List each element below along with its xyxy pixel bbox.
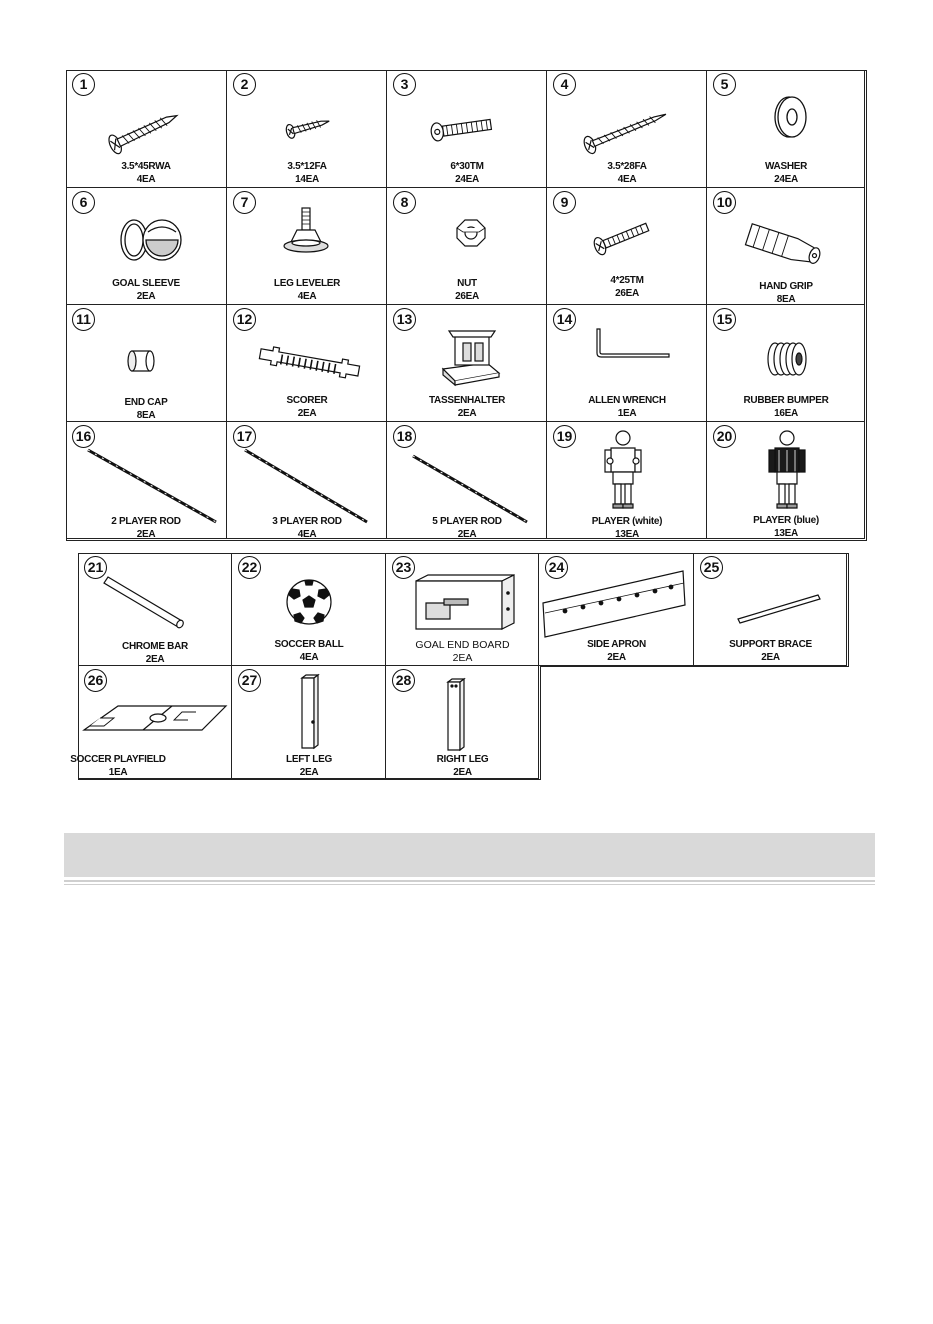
divider-rule <box>64 884 875 885</box>
part-name: SCORER <box>286 395 328 406</box>
part-number: 9 <box>553 191 576 214</box>
part-number: 23 <box>392 556 415 579</box>
part-cell-4 <box>547 70 707 188</box>
part-number: 17 <box>233 425 256 448</box>
part-name: 6*30TM <box>450 161 484 172</box>
part-cell-3 <box>387 70 547 188</box>
part-qty: 4EA <box>299 652 319 663</box>
part-name: 4*25TM <box>610 275 644 286</box>
part-name: HAND GRIP <box>759 281 813 292</box>
part-qty: 16EA <box>774 408 798 419</box>
part-cell-22 <box>232 553 386 666</box>
part-cell-27 <box>232 666 386 779</box>
part-cell-28 <box>386 666 539 779</box>
part-qty: 2EA <box>457 529 477 540</box>
part-name: 2 PLAYER ROD <box>111 516 181 527</box>
part-qty: 8EA <box>136 410 156 421</box>
part-number: 25 <box>700 556 723 579</box>
part-number: 8 <box>393 191 416 214</box>
part-name: SOCCER PLAYFIELD <box>70 754 166 765</box>
part-cell-25 <box>694 553 847 666</box>
part-number: 18 <box>393 425 416 448</box>
part-cell-24 <box>539 553 694 666</box>
part-qty: 26EA <box>455 291 479 302</box>
part-number: 19 <box>553 425 576 448</box>
part-number: 22 <box>238 556 261 579</box>
part-name: SUPPORT BRACE <box>729 639 812 650</box>
part-name: WASHER <box>764 161 808 172</box>
part-number: 24 <box>545 556 568 579</box>
part-cell-16 <box>66 422 227 539</box>
part-qty: 2EA <box>145 654 165 665</box>
part-cell-14 <box>547 305 707 422</box>
part-number: 13 <box>393 308 416 331</box>
part-name: GOAL END BOARD <box>415 639 510 651</box>
part-name: PLAYER (white) <box>591 516 663 527</box>
part-qty: 13EA <box>615 529 639 540</box>
part-cell-13 <box>387 305 547 422</box>
part-name: CHROME BAR <box>122 641 188 652</box>
part-qty: 2EA <box>457 408 477 419</box>
part-number: 16 <box>72 425 95 448</box>
part-name: PLAYER (blue) <box>753 515 819 526</box>
part-name: LEFT LEG <box>286 754 332 765</box>
part-number: 5 <box>713 73 736 96</box>
part-cell-10 <box>707 188 865 305</box>
part-qty: 4EA <box>297 291 317 302</box>
part-number: 14 <box>553 308 576 331</box>
part-qty: 2EA <box>299 767 319 778</box>
part-qty: 1EA <box>108 767 128 778</box>
part-number: 20 <box>713 425 736 448</box>
part-cell-9 <box>547 188 707 305</box>
section-header-bar <box>64 833 875 877</box>
part-cell-7 <box>227 188 387 305</box>
part-number: 12 <box>233 308 256 331</box>
part-name: RUBBER BUMPER <box>743 395 829 406</box>
part-cell-12 <box>227 305 387 422</box>
part-cell-6 <box>66 188 227 305</box>
part-qty: 2EA <box>453 767 472 778</box>
part-name: ALLEN WRENCH <box>588 395 666 406</box>
part-name: 3.5*28FA <box>607 161 647 172</box>
part-cell-2 <box>227 70 387 188</box>
part-cell-5 <box>707 70 865 188</box>
part-cell-18 <box>387 422 547 539</box>
part-number: 15 <box>713 308 736 331</box>
part-number: 10 <box>713 191 736 214</box>
part-name: SOCCER BALL <box>274 639 344 650</box>
part-cell-26 <box>70 666 232 779</box>
part-cell-19 <box>547 422 707 539</box>
part-cell-8 <box>387 188 547 305</box>
divider-rule <box>64 880 875 882</box>
part-name: TASSENHALTER <box>428 395 506 406</box>
part-name: SIDE APRON <box>587 639 646 650</box>
part-name: 3.5*45RWA <box>121 161 171 172</box>
part-cell-21 <box>78 553 232 666</box>
part-qty: 24EA <box>455 174 479 185</box>
part-qty: 2EA <box>297 408 317 419</box>
part-name: 5 PLAYER ROD <box>432 516 502 527</box>
part-qty: 1EA <box>617 408 637 419</box>
part-qty: 13EA <box>774 528 798 539</box>
part-name: LEG LEVELER <box>273 278 341 289</box>
part-name: NUT <box>457 278 477 289</box>
part-qty: 2EA <box>607 652 626 663</box>
part-number: 2 <box>233 73 256 96</box>
part-number: 1 <box>72 73 95 96</box>
part-cell-1 <box>66 70 227 188</box>
part-number: 7 <box>233 191 256 214</box>
part-name: GOAL SLEEVE <box>112 278 180 289</box>
part-cell-20 <box>707 422 865 539</box>
part-name: 3 PLAYER ROD <box>272 516 342 527</box>
part-qty: 2EA <box>136 529 156 540</box>
part-number: 21 <box>84 556 107 579</box>
part-qty: 2EA <box>761 652 780 663</box>
part-qty: 26EA <box>615 288 639 299</box>
part-cell-23 <box>386 553 539 666</box>
part-number: 3 <box>393 73 416 96</box>
part-cell-11 <box>66 305 227 422</box>
part-qty: 4EA <box>297 529 317 540</box>
part-number: 26 <box>84 669 107 692</box>
part-number: 6 <box>72 191 95 214</box>
part-number: 28 <box>392 669 415 692</box>
part-number: 11 <box>72 308 95 331</box>
part-qty: 14EA <box>295 174 319 185</box>
part-qty: 4EA <box>617 174 637 185</box>
part-cell-15 <box>707 305 865 422</box>
part-number: 4 <box>553 73 576 96</box>
part-qty: 2EA <box>452 652 473 664</box>
part-qty: 4EA <box>136 174 156 185</box>
part-name: END CAP <box>124 397 168 408</box>
part-qty: 2EA <box>136 291 156 302</box>
part-qty: 8EA <box>776 294 796 305</box>
part-number: 27 <box>238 669 261 692</box>
part-name: RIGHT LEG <box>436 754 489 765</box>
part-cell-17 <box>227 422 387 539</box>
part-name: 3.5*12FA <box>287 161 327 172</box>
part-qty: 24EA <box>774 174 798 185</box>
